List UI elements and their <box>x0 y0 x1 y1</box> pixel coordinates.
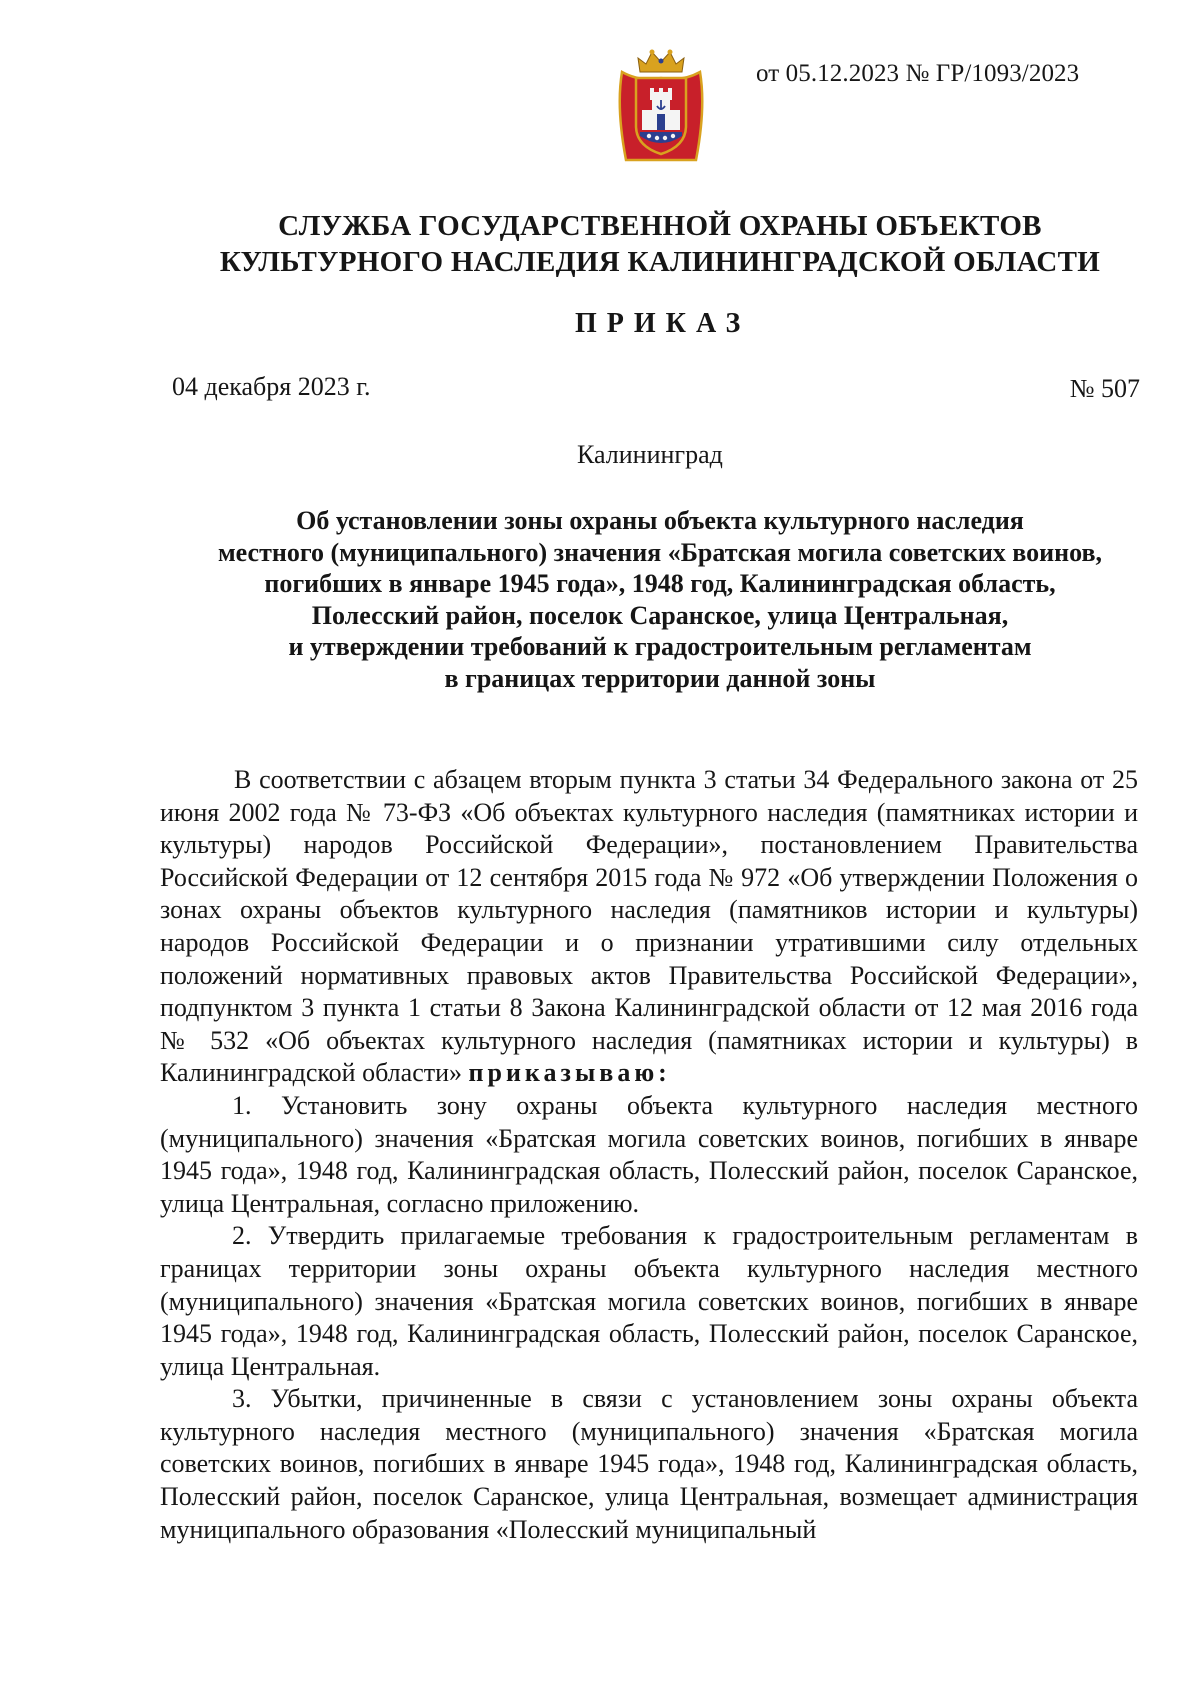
order-item-1: 1. Установить зону охраны объекта культурного наследия местного (муниципального) значения «Братская могила советских воинов, погибших в январе 1945 года», 1948 год, Калининградская область, Полесский район, поселок Саранское, улица Центральная, согласно приложению. <box>160 1090 1138 1218</box>
document-body <box>160 764 1138 1546</box>
order-item-2: 2. Утвердить прилагаемые требования к градостроительным регламентам в границах территории зоны охраны объекта культурного наследия местного (муниципального) значения «Братская могила советских воинов, погибших в январе 1945 года», 1948 год, Калининградская область, Полесский район, поселок Саранское, улица Центральная. <box>160 1221 1138 1381</box>
subject-line: в границах территории данной зоны <box>444 663 876 693</box>
subject-line: погибших в январе 1945 года», 1948 год, Калининградская область, <box>264 569 1056 598</box>
order-word: приказываю: <box>468 1058 671 1088</box>
subject-line: Об установлении зоны охраны объекта культурного наследия <box>296 506 1024 535</box>
document-subject <box>110 505 1200 694</box>
subject-line: местного (муниципального) значения «Братская могила советских воинов, <box>217 537 1103 567</box>
organization-title-line: КУЛЬТУРНОГО НАСЛЕДИЯ КАЛИНИНГРАДСКОЙ ОБЛАСТИ <box>219 246 1101 278</box>
document-number: № 507 <box>1069 374 1140 403</box>
preamble-paragraph <box>160 764 1138 1090</box>
subject-line: и утверждении требований к градостроительным регламентам <box>288 632 1032 661</box>
subject-line: Полесский район, поселок Саранское, улица Центральная, <box>311 600 1009 630</box>
order-item-3: 3. Убытки, причиненные в связи с установлением зоны охраны объекта культурного наследия местного (муниципального) значения «Братская могила советских воинов, погибших в январе 1945 года», 1948 год, Калининградская область, Полесский район, поселок Саранское, улица Центральная, возмещает администрация муниципального образования «Полесский муниципальный <box>160 1384 1138 1544</box>
preamble-text: В соответствии с абзацем вторым пункта 3 статьи 34 Федерального закона от 25 июня 2002 года № 73-ФЗ «Об объектах культурного наследия (памятниках истории и культуры) народов Российской Федерации», постановлением Правительства Российской Федерации от 12 сентября 2015 года № 972 «Об утверждении Положения о зонах охраны объектов культурного наследия (памятников истории и культуры) народов Российской Федерации и о признании утратившими силу отдельных положений нормативных правовых актов Правительства Российской Федерации», подпунктом 3 пункта 1 статьи 8 Закона Калининградской области от 12 мая 2016 года № 532 «Об объектах культурного наследия (памятниках истории и культуры) в Калининградской области» <box>160 765 1138 1088</box>
document-city: Калининград <box>577 440 723 469</box>
organization-title <box>0 208 1200 280</box>
organization-title-line: СЛУЖБА ГОСУДАРСТВЕННОЙ ОХРАНЫ ОБЪЕКТОВ <box>278 210 1042 242</box>
document-type: ПРИКАЗ <box>575 308 751 339</box>
document-date: 04 декабря 2023 г. <box>172 372 371 401</box>
registration-number: от 05.12.2023 № ГР/1093/2023 <box>756 60 1080 87</box>
kaliningrad-coat-of-arms-icon <box>612 48 710 168</box>
